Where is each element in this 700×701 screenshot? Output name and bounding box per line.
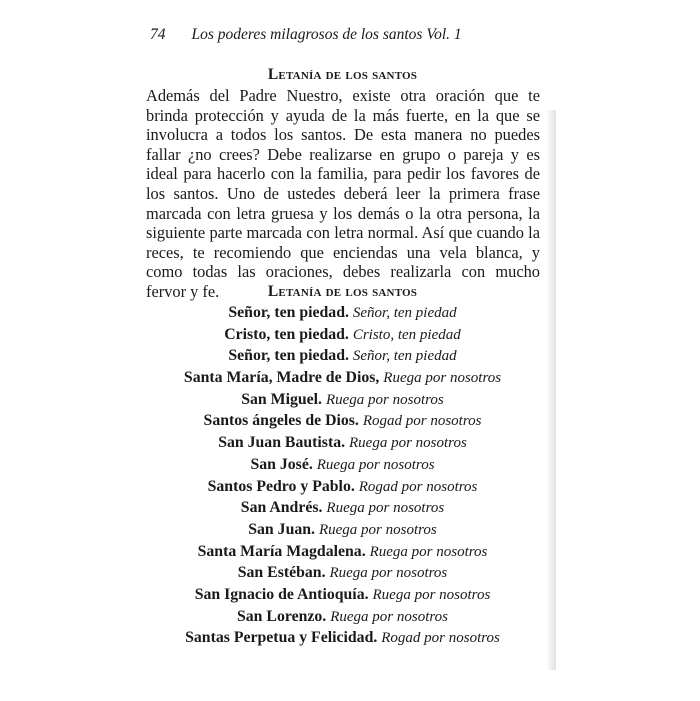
litany-invocation: Cristo, ten piedad.	[224, 325, 349, 343]
litany-line	[130, 454, 555, 476]
litany-response: Ruega por nosotros	[383, 370, 502, 387]
litany-line	[130, 432, 555, 454]
litany-invocation: San Juan.	[248, 520, 315, 538]
litany-invocation: San Juan Bautista.	[218, 434, 346, 452]
litany-response: Ruega por nosotros	[316, 456, 435, 473]
litany-response: Rogad por nosotros	[358, 478, 478, 495]
litany-invocation: Santa María, Madre de Dios,	[183, 369, 380, 387]
litany-section-title: Letanía de los santos	[267, 283, 418, 300]
litany-invocation: San Lorenzo.	[237, 607, 327, 625]
litany-invocation: Señor, ten piedad.	[228, 304, 349, 321]
litany-line	[130, 627, 555, 649]
litany-response: Rogad por nosotros	[362, 413, 482, 430]
litany-response: Ruega por nosotros	[372, 586, 491, 603]
litany-response: Ruega por nosotros	[369, 543, 488, 560]
litany-line	[130, 497, 555, 519]
litany-response: Ruega por nosotros	[329, 565, 448, 582]
litany-invocation: San Andrés.	[240, 499, 323, 517]
litany-response: Ruega por nosotros	[325, 391, 444, 408]
litany-line	[130, 324, 555, 346]
litany-invocation: Santos ángeles de Dios.	[203, 412, 359, 430]
litany-invocation: San Ignacio de Antioquía.	[194, 585, 369, 603]
litany-line	[130, 606, 555, 628]
litany-response: Ruega por nosotros	[349, 435, 467, 452]
page-number: 74	[150, 26, 166, 43]
litany-invocation: Santos Pedro y Pablo.	[207, 477, 355, 495]
litany-line	[130, 541, 555, 563]
litany-invocation: Señor, ten piedad.	[228, 347, 349, 365]
intro-paragraph: Además del Padre Nuestro, existe otra oración que te brinda protección y ayuda de la más fuerte, en la que se involucra a todos los santos. De esta manera no puedes fallar ¿no crees? Debe realizarse en grupo o pareja y es ideal para hacerlo con la familia, para pedir los favores de los santos. Uno de ustedes deberá leer la primera frase marcada con letra gruesa y los demás o la otra persona, la siguiente parte marcada con letra normal. Así que cuando la reces, te recomiendo que enciendas una vela blanca, y como todas las oraciones, debes realizarla con mucho fervor y fe.	[146, 86, 540, 301]
litany-list	[130, 302, 555, 649]
litany-response: Señor, ten piedad	[352, 305, 457, 321]
litany-response: Ruega por nosotros	[318, 521, 437, 538]
litany-line	[130, 389, 555, 411]
litany-line	[130, 519, 555, 541]
litany-invocation: San José.	[250, 455, 313, 473]
litany-response: Señor, ten piedad	[352, 348, 457, 365]
litany-line	[130, 410, 555, 432]
litany-line	[130, 584, 555, 606]
litany-line	[130, 345, 555, 367]
running-head	[150, 26, 462, 44]
litany-line	[130, 476, 555, 498]
litany-invocation: Santa María Magdalena.	[197, 542, 366, 560]
litany-line	[130, 367, 555, 389]
litany-line	[130, 302, 555, 324]
litany-response: Ruega por nosotros	[330, 608, 448, 625]
litany-response: Ruega por nosotros	[326, 500, 445, 517]
litany-invocation: San Estéban.	[237, 564, 326, 582]
litany-invocation: Santas Perpetua y Felicidad.	[185, 629, 378, 647]
intro-section-title: Letanía de los santos	[267, 66, 418, 83]
litany-line	[130, 562, 555, 584]
litany-invocation: San Miguel.	[241, 390, 323, 408]
litany-response: Cristo, ten piedad	[352, 326, 461, 343]
litany-response: Rogad por nosotros	[381, 630, 500, 647]
book-title: Los poderes milagrosos de los santos Vol. 1	[191, 26, 462, 43]
